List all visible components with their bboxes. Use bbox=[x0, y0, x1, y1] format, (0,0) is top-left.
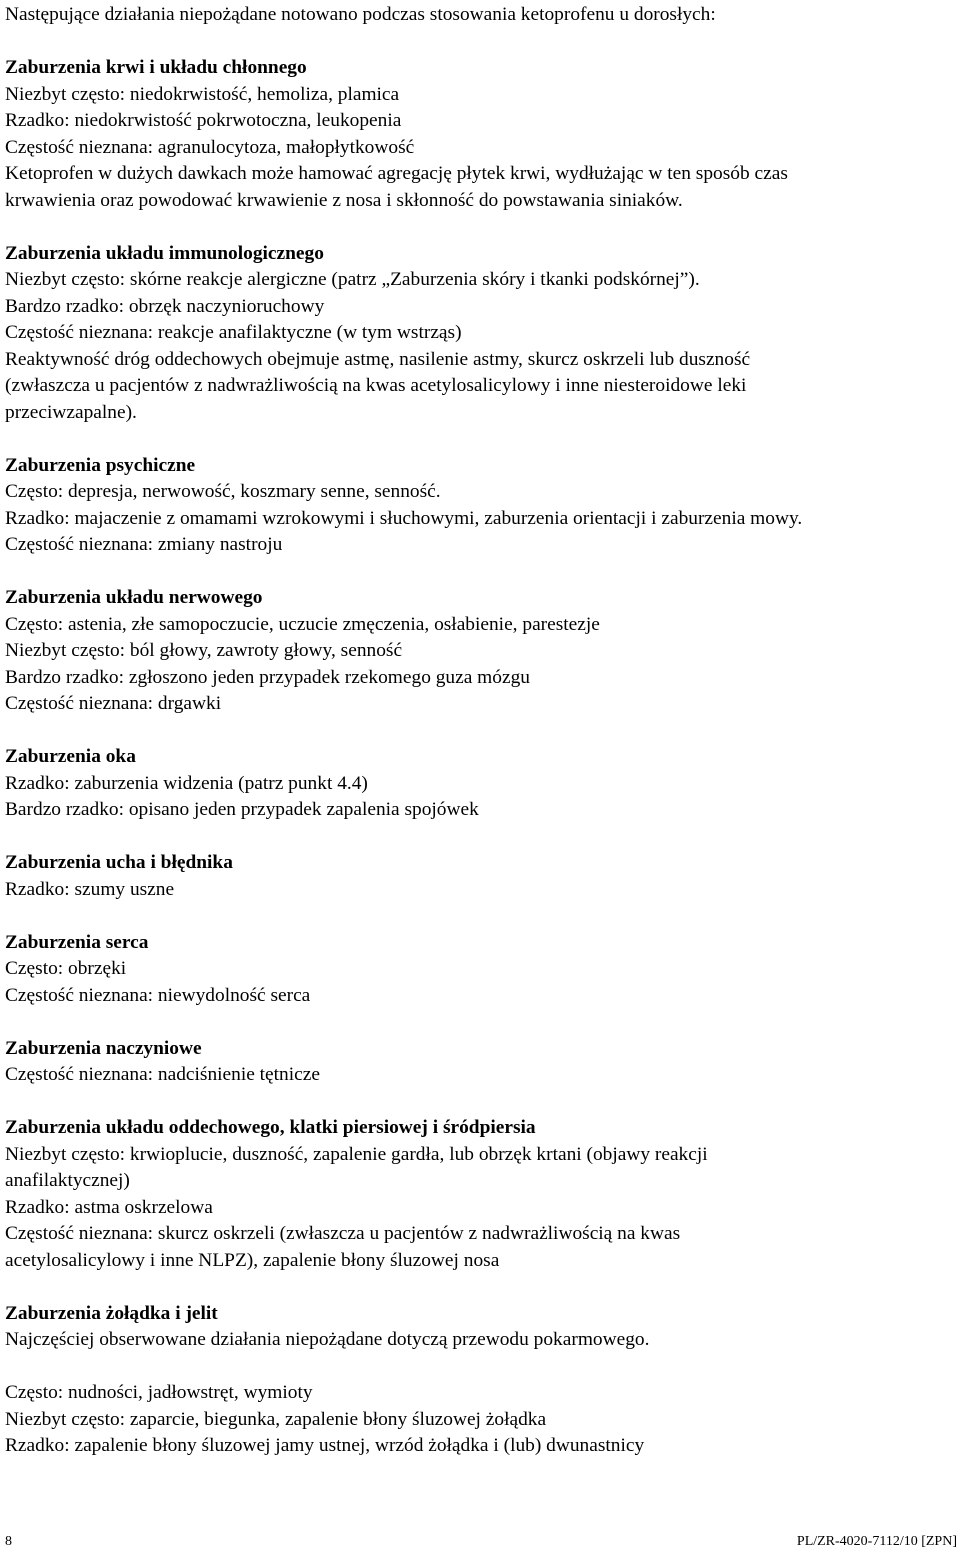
section-line: Częstość nieznana: reakcje anafilaktyczne (w tym wstrząs) bbox=[5, 322, 462, 343]
section-line: Niezbyt często: zaparcie, biegunka, zapalenie błony śluzowej żołądka bbox=[5, 1408, 547, 1430]
section bbox=[5, 55, 955, 214]
section-line: (zwłaszcza u pacjentów z nadwrażliwością na kwas acetylosalicylowy i inne niesteroidowe leki bbox=[5, 375, 747, 396]
section-line: Najczęściej obserwowane działania niepożądane dotyczą przewodu pokarmowego. bbox=[5, 1329, 650, 1350]
section-line: acetylosalicylowy i inne NLPZ), zapalenie błony śluzowej nosa bbox=[5, 1249, 500, 1271]
section bbox=[5, 1036, 955, 1089]
section-line: Częstość nieznana: zmiany nastroju bbox=[5, 534, 283, 555]
intro-text: Następujące działania niepożądane notowano podczas stosowania ketoprofenu u dorosłych: bbox=[5, 4, 716, 25]
document-code: PL/ZR-4020-7112/10 [ZPN] bbox=[796, 1534, 957, 1549]
section-heading: Zaburzenia psychiczne bbox=[5, 454, 196, 476]
section-line: Rzadko: astma oskrzelowa bbox=[5, 1196, 213, 1218]
section-line: Rzadko: szumy uszne bbox=[5, 878, 175, 900]
section bbox=[5, 1301, 955, 1460]
section-line: Częstość nieznana: niewydolność serca bbox=[5, 984, 311, 1006]
section bbox=[5, 930, 955, 1010]
section-heading: Zaburzenia żołądka i jelit bbox=[5, 1302, 218, 1324]
document-page bbox=[5, 0, 955, 1460]
section bbox=[5, 453, 955, 559]
section-line: Rzadko: niedokrwistość pokrwotoczna, leukopenia bbox=[5, 110, 402, 131]
section-line: Reaktywność dróg oddechowych obejmuje astmę, nasilenie astmy, skurcz oskrzeli lub duszność bbox=[5, 348, 751, 370]
section-line: Częstość nieznana: drgawki bbox=[5, 693, 222, 714]
section-line: Często: obrzęki bbox=[5, 958, 127, 979]
page-number: 8 bbox=[5, 1534, 12, 1549]
section-line: Niezbyt często: skórne reakcje alergiczne (patrz „Zaburzenia skóry i tkanki podskórnej”). bbox=[5, 269, 700, 290]
section-line: Bardzo rzadko: zgłoszono jeden przypadek rzekomego guza mózgu bbox=[5, 666, 530, 688]
section-line: Niezbyt często: ból głowy, zawroty głowy, senność bbox=[5, 640, 403, 661]
section-heading: Zaburzenia układu immunologicznego bbox=[5, 242, 324, 264]
blank-line bbox=[5, 1354, 955, 1381]
section-line: Często: astenia, złe samopoczucie, uczucie zmęczenia, osłabienie, parestezje bbox=[5, 613, 600, 635]
section-line: Ketoprofen w dużych dawkach może hamować agregację płytek krwi, wydłużając w ten sposób czas bbox=[5, 163, 788, 184]
section bbox=[5, 850, 955, 903]
section-line: Niezbyt często: niedokrwistość, hemoliza, plamica bbox=[5, 83, 400, 105]
section-line: Niezbyt często: krwioplucie, duszność, zapalenie gardła, lub obrzęk krtani (objawy reakcji bbox=[5, 1143, 708, 1165]
section bbox=[5, 241, 955, 427]
section bbox=[5, 585, 955, 718]
section-line: krwawienia oraz powodować krwawienie z nosa i skłonność do powstawania siniaków. bbox=[5, 189, 683, 211]
section-line: Bardzo rzadko: opisano jeden przypadek zapalenia spojówek bbox=[5, 799, 479, 820]
section-line: Częstość nieznana: nadciśnienie tętnicze bbox=[5, 1064, 320, 1085]
sections-container bbox=[5, 55, 955, 1460]
section-heading: Zaburzenia układu nerwowego bbox=[5, 587, 263, 608]
section-line: Rzadko: zaburzenia widzenia (patrz punkt 4.4) bbox=[5, 772, 368, 794]
section-line: Często: nudności, jadłowstręt, wymioty bbox=[5, 1382, 313, 1403]
section-heading: Zaburzenia układu oddechowego, klatki piersiowej i śródpiersia bbox=[5, 1117, 536, 1138]
section bbox=[5, 744, 955, 824]
section-line: anafilaktycznej) bbox=[5, 1170, 130, 1191]
section-line: Rzadko: zapalenie błony śluzowej jamy ustnej, wrzód żołądka i (lub) dwunastnicy bbox=[5, 1435, 645, 1456]
section-line: Częstość nieznana: skurcz oskrzeli (zwłaszcza u pacjentów z nadwrażliwością na kwas bbox=[5, 1223, 681, 1244]
section-line: Często: depresja, nerwowość, koszmary senne, senność. bbox=[5, 481, 441, 502]
section bbox=[5, 1115, 955, 1274]
section-line: Bardzo rzadko: obrzęk naczynioruchowy bbox=[5, 295, 325, 317]
section-heading: Zaburzenia oka bbox=[5, 746, 136, 767]
section-heading: Zaburzenia ucha i błędnika bbox=[5, 852, 233, 873]
section-line: przeciwzapalne). bbox=[5, 401, 137, 423]
section-heading: Zaburzenia krwi i układu chłonnego bbox=[5, 57, 307, 78]
section-heading: Zaburzenia naczyniowe bbox=[5, 1037, 202, 1059]
section-line: Rzadko: majaczenie z omamami wzrokowymi i słuchowymi, zaburzenia orientacji i zaburzenia mowy. bbox=[5, 507, 803, 529]
section-line: Częstość nieznana: agranulocytoza, małopłytkowość bbox=[5, 136, 415, 158]
section-heading: Zaburzenia serca bbox=[5, 931, 149, 953]
